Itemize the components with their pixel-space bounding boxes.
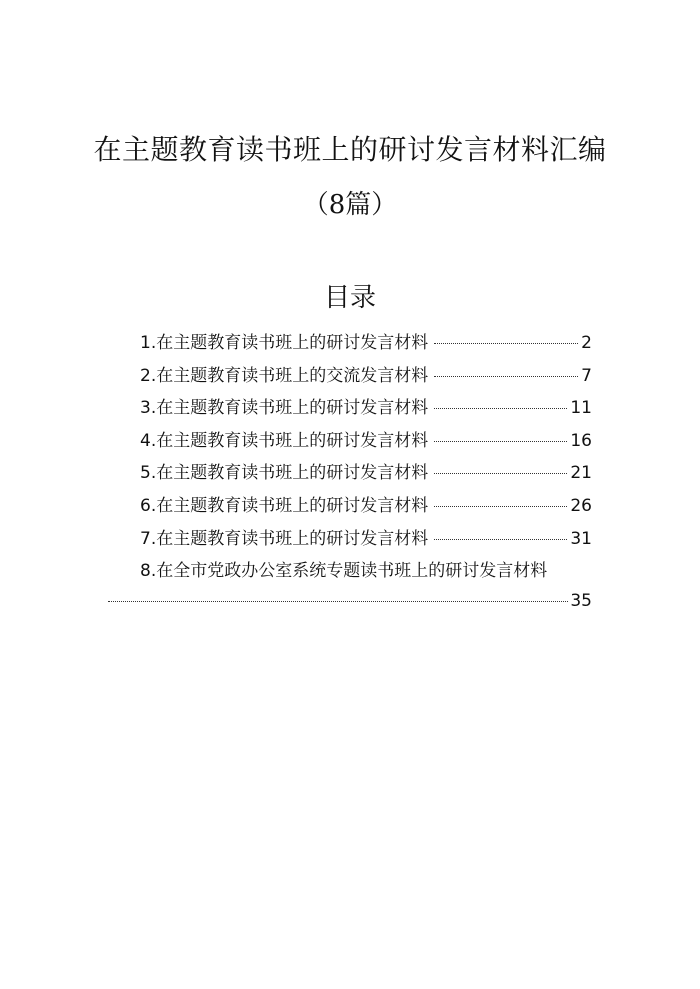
toc-page-number: 11 [570,398,592,419]
toc-entry-label: 6.在主题教育读书班上的研讨发言材料 [140,495,429,516]
toc-entry-label: 8.在全市党政办公室系统专题读书班上的研讨发言材料 [140,561,548,582]
toc-page-number: 7 [581,365,592,386]
document-subtitle: （8篇） [302,190,398,220]
toc-heading: 目录 [323,283,376,313]
dot-leader [434,506,567,507]
document-title: 在主题教育读书班上的研讨发言材料汇编 [93,133,607,166]
dot-leader [108,601,568,602]
toc-page-number: 2 [581,333,592,353]
dot-leader [434,343,578,344]
toc-entry[interactable] [140,558,592,614]
table-of-contents [140,330,592,614]
toc-entry-label: 2.在主题教育读书班上的交流发言材料 [140,365,429,386]
toc-entry[interactable] [140,363,592,396]
toc-entry[interactable] [140,395,592,428]
dot-leader [434,376,578,377]
toc-entry[interactable] [140,526,592,559]
toc-entry-label: 3.在主题教育读书班上的研讨发言材料 [140,398,429,419]
dot-leader [434,441,567,442]
toc-entry[interactable] [140,460,592,493]
toc-page-number: 21 [570,463,592,484]
dot-leader [434,539,567,540]
toc-entry-continuation [108,588,592,614]
toc-page-number: 26 [570,495,592,516]
toc-page-number: 31 [570,528,592,549]
toc-page-number: 35 [570,591,592,612]
toc-entry[interactable] [140,428,592,461]
toc-entry-label: 1.在主题教育读书班上的研讨发言材料 [140,333,429,353]
toc-entry[interactable] [140,330,592,363]
toc-entry-label: 4.在主题教育读书班上的研讨发言材料 [140,430,429,451]
dot-leader [434,408,567,409]
toc-entry-label: 7.在主题教育读书班上的研讨发言材料 [140,528,429,549]
toc-entry[interactable] [140,493,592,526]
toc-entry-label: 5.在主题教育读书班上的研讨发言材料 [140,463,429,484]
toc-page-number: 16 [570,430,592,451]
dot-leader [434,473,567,474]
